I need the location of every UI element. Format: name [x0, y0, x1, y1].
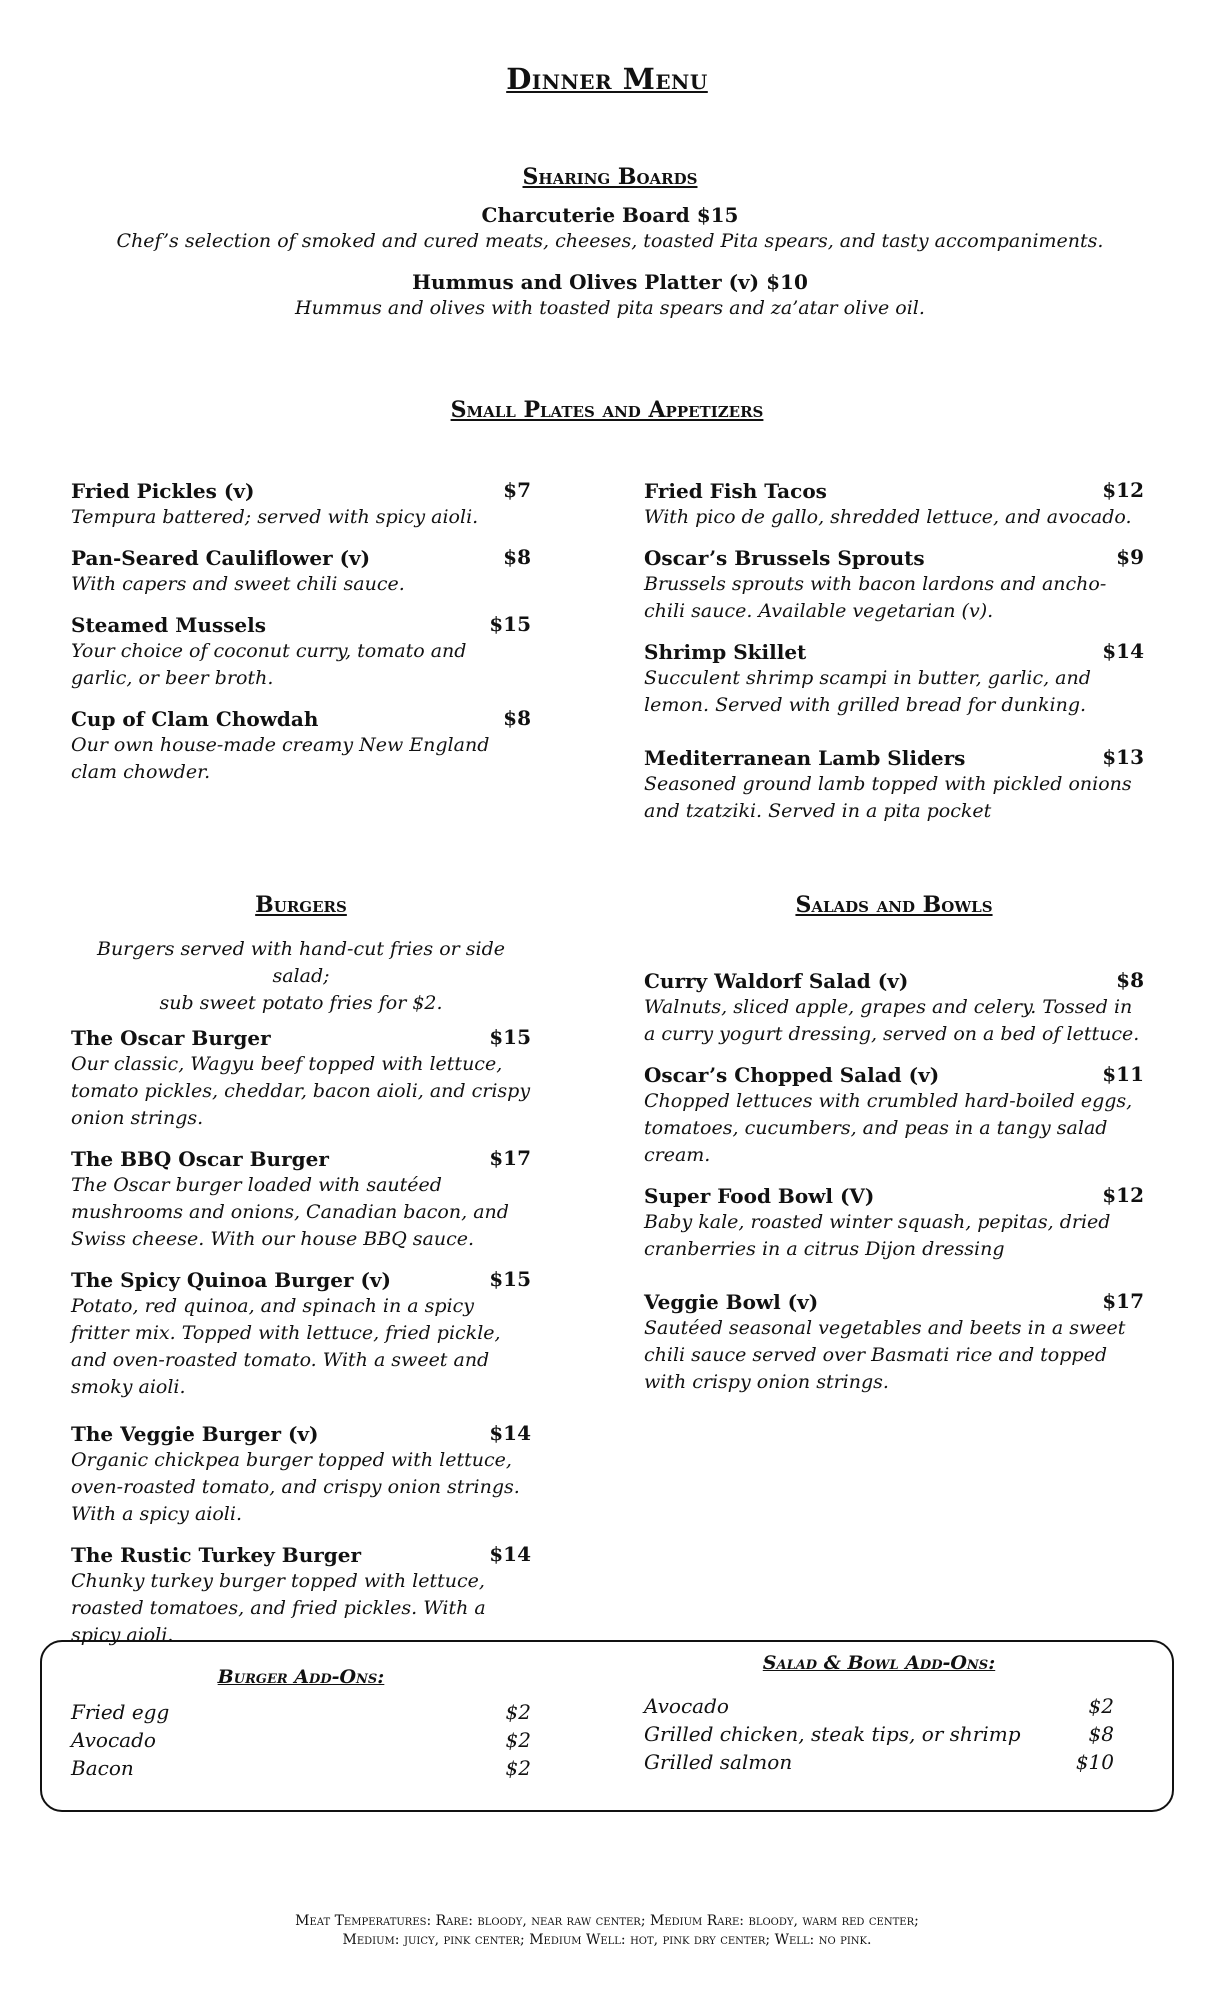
- addon-name: Bacon: [71, 1756, 134, 1780]
- footer-line2: Medium: juicy, pink center; Medium Well: hot, pink dry center; Well: no pink.: [342, 1932, 872, 1948]
- item-desc: With pico de gallo, shredded lettuce, and avocado.: [644, 506, 1132, 528]
- item-name: The Oscar Burger: [71, 1026, 271, 1050]
- salads-heading: Salads and Bowls: [795, 892, 993, 918]
- item-name: Super Food Bowl (V): [644, 1184, 875, 1208]
- item-desc: Chopped lettuces with crumbled hard-boiled eggs, tomatoes, cucumbers, and peas in a tangy salad cream.: [644, 1090, 1133, 1166]
- item-price: $8: [503, 545, 531, 569]
- sharing-boards-section: [60, 164, 1160, 322]
- addon-price: $2: [505, 1756, 531, 1780]
- footer-line1: Meat Temperatures: Rare: bloody, near raw center; Medium Rare: bloody, warm red center;: [295, 1913, 919, 1929]
- burgers-note: [71, 936, 531, 1017]
- small-plates-left-column: [71, 478, 531, 800]
- item-desc: Walnuts, sliced apple, grapes and celery. Tossed in a curry yogurt dressing, served on a bed of lettuce.: [644, 996, 1140, 1045]
- menu-item: [644, 745, 1144, 825]
- menu-item: [71, 1267, 531, 1401]
- item-price: $17: [489, 1146, 531, 1170]
- item-name: Mediterranean Lamb Sliders: [644, 746, 966, 770]
- addon-row: [71, 1754, 531, 1782]
- sharing-boards-heading: Sharing Boards: [522, 164, 698, 190]
- salad-addons: [644, 1652, 1114, 1776]
- menu-item: [71, 1146, 531, 1253]
- item-name: Fried Fish Tacos: [644, 479, 827, 503]
- item-name: The Spicy Quinoa Burger (v): [71, 1268, 391, 1292]
- menu-item: [71, 612, 531, 692]
- addon-row: [644, 1720, 1114, 1748]
- item-price: $7: [503, 478, 531, 502]
- hummus-platter-desc: Hummus and olives with toasted pita spears and za’atar olive oil.: [295, 297, 925, 319]
- item-desc: Our own house-made creamy New England clam chowder.: [71, 734, 490, 783]
- item-price: $12: [1102, 1183, 1144, 1207]
- menu-item: [71, 1542, 531, 1649]
- addon-price: $8: [1088, 1722, 1114, 1746]
- menu-item: [644, 1289, 1144, 1396]
- burger-addons-heading: Burger Add-Ons:: [217, 1666, 385, 1688]
- item-price: $14: [489, 1421, 531, 1445]
- item-price: $15: [489, 612, 531, 636]
- item-name: Cup of Clam Chowdah: [71, 707, 319, 731]
- menu-item: [644, 1062, 1144, 1169]
- item-name: Shrimp Skillet: [644, 640, 807, 664]
- item-price: $15: [489, 1267, 531, 1291]
- menu-title: Dinner Menu: [506, 62, 708, 96]
- item-desc: Our classic, Wagyu beef topped with lettuce, tomato pickles, cheddar, bacon aioli, and crispy onion strings.: [71, 1053, 531, 1129]
- item-price: $13: [1102, 745, 1144, 769]
- item-desc: With capers and sweet chili sauce.: [71, 573, 405, 595]
- item-name: Veggie Bowl (v): [644, 1290, 819, 1314]
- addon-price: $2: [505, 1728, 531, 1752]
- item-desc: The Oscar burger loaded with sautéed mushrooms and onions, Canadian bacon, and Swiss cheese. With our house BBQ sauce.: [71, 1174, 509, 1250]
- item-desc: Your choice of coconut curry, tomato and garlic, or beer broth.: [71, 640, 467, 689]
- item-price: $15: [489, 1025, 531, 1049]
- item-desc: Brussels sprouts with bacon lardons and ancho-chili sauce. Available vegetarian (v).: [644, 573, 1107, 622]
- addon-name: Fried egg: [71, 1700, 170, 1724]
- addon-price: $10: [1075, 1750, 1114, 1774]
- item-desc: Seasoned ground lamb topped with pickled onions and tzatziki. Served in a pita pocket: [644, 773, 1132, 822]
- hummus-platter-title: Hummus and Olives Platter (v) $10: [412, 270, 808, 294]
- item-name: Pan-Seared Cauliflower (v): [71, 546, 371, 570]
- item-price: $17: [1102, 1289, 1144, 1313]
- item-name: The Veggie Burger (v): [71, 1422, 319, 1446]
- item-price: $14: [1102, 639, 1144, 663]
- addon-row: [644, 1692, 1114, 1720]
- burger-addons: [71, 1666, 531, 1782]
- item-desc: Tempura battered; served with spicy aioli.: [71, 506, 479, 528]
- burgers-note-line1: Burgers served with hand-cut fries or side salad;: [96, 938, 506, 987]
- addon-row: [644, 1748, 1114, 1776]
- item-name: Fried Pickles (v): [71, 479, 255, 503]
- addon-name: Avocado: [644, 1694, 729, 1718]
- menu-item: [644, 639, 1144, 719]
- salad-addons-heading: Salad & Bowl Add-Ons:: [762, 1652, 996, 1674]
- item-desc: Potato, red quinoa, and spinach in a spicy fritter mix. Topped with lettuce, fried pickle, and oven-roasted tomato. With a sweet and smoky aioli.: [71, 1295, 501, 1398]
- addon-price: $2: [1088, 1694, 1114, 1718]
- addon-name: Grilled chicken, steak tips, or shrimp: [644, 1722, 1021, 1746]
- addon-price: $2: [505, 1700, 531, 1724]
- item-name: The BBQ Oscar Burger: [71, 1147, 329, 1171]
- item-name: Curry Waldorf Salad (v): [644, 969, 909, 993]
- burgers-heading: Burgers: [255, 892, 347, 918]
- item-price: $14: [489, 1542, 531, 1566]
- item-name: Steamed Mussels: [71, 613, 266, 637]
- menu-item: [71, 478, 531, 531]
- menu-item: [71, 1421, 531, 1528]
- item-desc: Succulent shrimp scampi in butter, garlic, and lemon. Served with grilled bread for dunking.: [644, 667, 1091, 716]
- item-desc: Sautéed seasonal vegetables and beets in a sweet chili sauce served over Basmati rice and topped with crispy onion strings.: [644, 1317, 1126, 1393]
- item-name: Oscar’s Brussels Sprouts: [644, 546, 925, 570]
- item-price: $8: [1116, 968, 1144, 992]
- menu-item: [71, 545, 531, 598]
- burgers-column: [71, 892, 531, 1663]
- item-name: The Rustic Turkey Burger: [71, 1543, 362, 1567]
- charcuterie-board-desc: Chef’s selection of smoked and cured meats, cheeses, toasted Pita spears, and tasty accompaniments.: [116, 230, 1104, 252]
- burgers-note-line2: sub sweet potato fries for $2.: [159, 992, 443, 1014]
- item-desc: Baby kale, roasted winter squash, pepitas, dried cranberries in a citrus Dijon dressing: [644, 1211, 1111, 1260]
- addon-name: Grilled salmon: [644, 1750, 793, 1774]
- menu-item: [71, 1025, 531, 1132]
- item-desc: Chunky turkey burger topped with lettuce, roasted tomatoes, and fried pickles. With a spicy aioli.: [71, 1570, 486, 1646]
- item-price: $9: [1116, 545, 1144, 569]
- small-plates-heading-wrap: [0, 397, 1214, 423]
- addon-row: [71, 1698, 531, 1726]
- menu-item: [644, 478, 1144, 531]
- item-name: Oscar’s Chopped Salad (v): [644, 1063, 940, 1087]
- menu-item: [71, 706, 531, 786]
- charcuterie-board-title: Charcuterie Board $15: [481, 203, 739, 227]
- salads-column: [644, 892, 1144, 1410]
- addon-name: Avocado: [71, 1728, 156, 1752]
- small-plates-right-column: [644, 478, 1144, 839]
- small-plates-heading: Small Plates and Appetizers: [450, 397, 764, 423]
- menu-item: [644, 545, 1144, 625]
- item-price: $12: [1102, 478, 1144, 502]
- menu-item: [644, 968, 1144, 1048]
- meat-temperatures-note: [0, 1912, 1214, 1950]
- item-price: $11: [1102, 1062, 1144, 1086]
- item-desc: Organic chickpea burger topped with lettuce, oven-roasted tomato, and crispy onion strings. With a spicy aioli.: [71, 1449, 520, 1525]
- menu-item: [644, 1183, 1144, 1263]
- item-price: $8: [503, 706, 531, 730]
- addon-row: [71, 1726, 531, 1754]
